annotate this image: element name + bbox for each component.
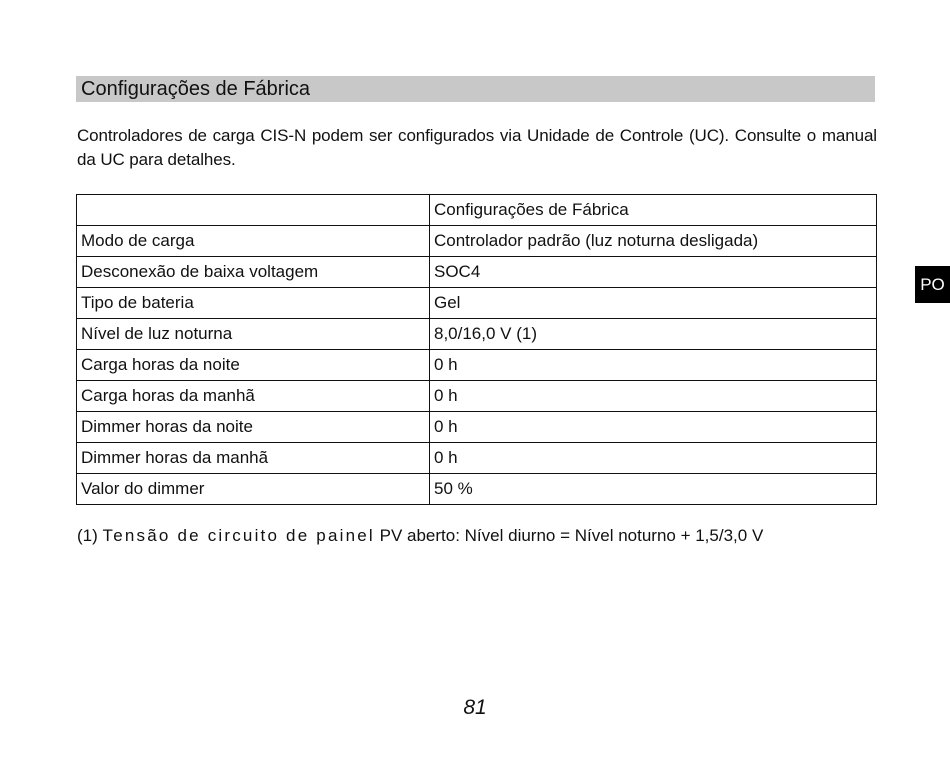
table-row — [77, 381, 877, 412]
table-header-cell — [77, 195, 430, 226]
setting-value: Gel — [430, 288, 877, 319]
table-row — [77, 412, 877, 443]
setting-name: Carga horas da noite — [77, 350, 430, 381]
table-row — [77, 288, 877, 319]
section-heading: Configurações de Fábrica — [76, 76, 875, 102]
setting-value: SOC4 — [430, 257, 877, 288]
intro-paragraph: Controladores de carga CIS-N podem ser configurados via Unidade de Controle (UC). Consulte o manual da UC para detalhes. — [77, 126, 877, 169]
factory-settings-table — [76, 194, 877, 505]
setting-value: 8,0/16,0 V (1) — [430, 319, 877, 350]
table-header-row — [77, 195, 877, 226]
table-header-cell: Configurações de Fábrica — [430, 195, 877, 226]
table-row — [77, 257, 877, 288]
setting-value: 50 % — [430, 474, 877, 505]
setting-value: 0 h — [430, 412, 877, 443]
table-row — [77, 443, 877, 474]
setting-name: Dimmer horas da noite — [77, 412, 430, 443]
footnote-text: PV aberto: Nível diurno = Nível noturno + 1,5/3,0 V — [379, 526, 764, 545]
language-tab: PO — [915, 266, 950, 303]
setting-value: 0 h — [430, 381, 877, 412]
footnote-spaced-text: Tensão de circuito de painel — [102, 526, 375, 545]
setting-value: 0 h — [430, 443, 877, 474]
table-row — [77, 350, 877, 381]
table-row — [77, 319, 877, 350]
setting-name: Tipo de bateria — [77, 288, 430, 319]
setting-value: Controlador padrão (luz noturna desligada) — [430, 226, 877, 257]
setting-name: Carga horas da manhã — [77, 381, 430, 412]
setting-value: 0 h — [430, 350, 877, 381]
setting-name: Dimmer horas da manhã — [77, 443, 430, 474]
setting-name: Modo de carga — [77, 226, 430, 257]
table-row — [77, 474, 877, 505]
table-row — [77, 226, 877, 257]
page-number: 81 — [463, 696, 487, 719]
setting-name: Desconexão de baixa voltagem — [77, 257, 430, 288]
setting-name: Nível de luz noturna — [77, 319, 430, 350]
footnote — [77, 524, 877, 548]
setting-name: Valor do dimmer — [77, 474, 430, 505]
footnote-marker: (1) — [77, 526, 98, 545]
